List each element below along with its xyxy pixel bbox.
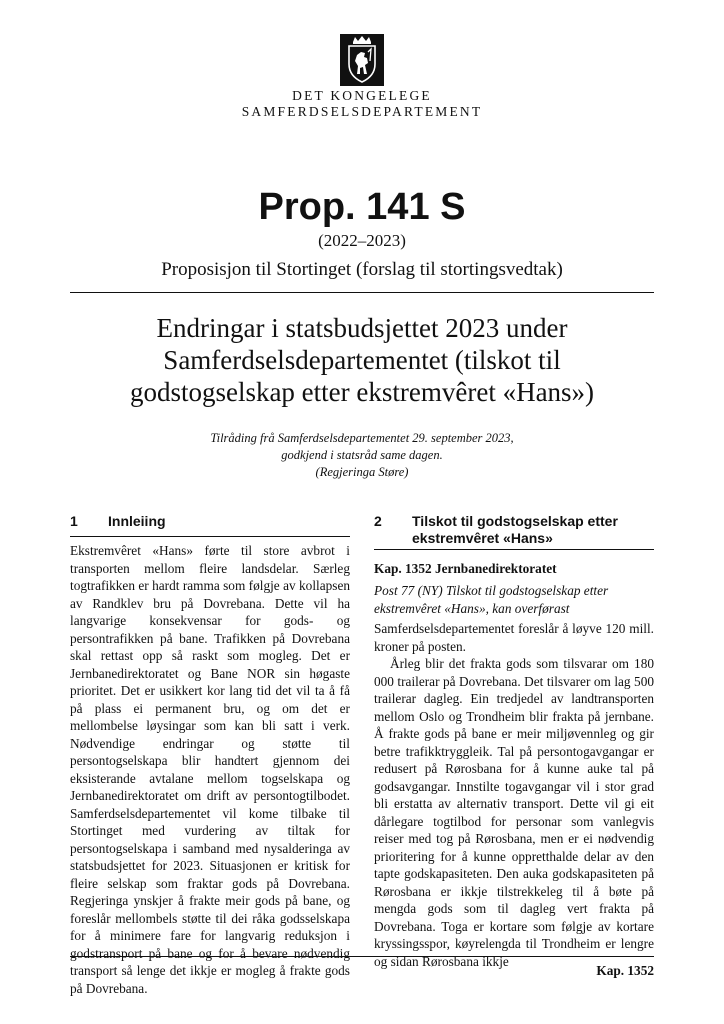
chapter-heading: Kap. 1352 Jernbanedirektoratet	[374, 561, 557, 576]
advice-line-1: Tilråding frå Samferdselsdepartementet 29. september 2023,	[210, 431, 514, 445]
section-1-rule	[70, 536, 350, 537]
title-line-2: Samferdselsdepartementet (tilskot til	[163, 345, 561, 375]
recommendation-note	[70, 430, 654, 481]
section-1-paragraph: Ekstremvêret «Hans» førte til store avbrot i transporten mellom fleire landsdelar. Særleg togtrafikken er hardt ramma som følgje av kollapsen av Randklev bru på Dovrebana. Dette vil ha langvarige konsekvensar for gods- og persontrafikken på bane. Trafikken på Dovrebana skal rettast opp så raskt som mogleg. Det er Jernbanedirektoratet og Bane NOR sin høgaste prioritet. Det er usikkert kor lang tid det vil ta å få på plass ei permanent bru, og om det er mellombelse løysingar som kan bli satt i verk. Nødvendige endringar og støtte til persontogselskapa blir handtert gjennom dei eksisterande avtalane mellom togselskapa og Jernbanedirektoratet om drift av persontogtilbodet. Samferdselsdepartementet vil kome tilbake til Stortinget med vurdering av tiltak for persontogselskapa i samband med nysalderinga av statsbudsjettet for 2023. Situasjonen er kritisk for fleire selskap som fraktar gods på Dovrebana. Regjeringa ynskjer å frakte meir gods på bane, og foreslår mellombels støtte til dei råka godsselskapa for å minimere fare for langvarig reduksjon i godstransport på bane og for å bevare nødvendig transport så lenge det ikkje er mogleg å frakte gods på Dovrebana.	[70, 543, 350, 996]
ministry-line-2: SAMFERDSELSDEPARTEMENT	[241, 104, 483, 119]
advice-line-2: godkjend i statsråd same dagen.	[281, 448, 443, 462]
post-line-1: Post 77 (NY) Tilskot til godstogselskap etter	[374, 583, 609, 598]
post-heading	[374, 582, 654, 617]
document-title	[70, 312, 654, 408]
section-2-paragraph-2: Årleg blir det frakta gods som tilsvarar om 180 000 trailerar på Dovrebana. Det tilsvarer om lag 500 trailerar dagleg. Ein tredjedel av landtransporten mellom Oslo og Trondheim blir frakta på jernbane. Å frakte gods på bane er meir miljøvennleg og gir betre trafikktryggleik. Tal på persontogavgangar er redusert på Rørosbana for å kunne auke tal på godsavgangar. Innstilte togavgangar vil i stor grad bli erstatta av alternativ transport. Dette vil gi eit dårlegare togtilbod for personar som vanlegvis reiser med tog på Rørosbana, men er ei nødvendig prioritering for å kunne oppretthalde delar av den tapte godskapasiteten. Den auka godskapasiteten på Rørosbana er ikkje tilstrekkeleg til å bøte på mengda gods som til dagleg vert frakta på Dovrebana. Toga er kortare som følgje av kortare kryssingsspor, køyrelengda til Trondheim er lengre og sidan Rørosbana ikkje	[374, 656, 654, 969]
section-2-title	[412, 513, 618, 547]
title-line-3: godstogselskap etter ekstremvêret «Hans»)	[129, 377, 595, 407]
advice-line-3: (Regjeringa Støre)	[315, 465, 409, 479]
session-years: (2022–2023)	[318, 231, 406, 250]
title-line-1: Endringar i statsbudsjettet 2023 under	[156, 313, 568, 343]
section-1-title: Innleiing	[108, 513, 166, 529]
section-1-number: 1	[70, 513, 78, 529]
section-2-title-line-1: Tilskot til godstogselskap etter	[412, 513, 618, 529]
section-2-title-line-2: ekstremvêret «Hans»	[412, 530, 553, 546]
section-2-paragraph-1: Samferdselsdepartementet foreslår å løyve 120 mill. kroner på posten.	[374, 621, 654, 654]
section-1-heading	[70, 513, 350, 530]
post-line-2: ekstremvêret «Hans», kan overførast	[374, 600, 570, 616]
footer-divider	[70, 956, 654, 957]
ministry-name	[0, 88, 724, 120]
section-1-body	[70, 542, 350, 997]
header-divider	[70, 292, 654, 293]
ministry-line-1: DET KONGELEGE	[292, 88, 432, 103]
section-2-heading	[374, 513, 654, 547]
proposition-title: Prop. 141 S	[258, 186, 466, 228]
running-footer: Kap. 1352	[596, 963, 654, 978]
section-2-rule	[374, 549, 654, 550]
coat-of-arms-icon	[340, 34, 384, 86]
section-2-body	[374, 620, 654, 970]
proposition-subtitle: Proposisjon til Stortinget (forslag til stortingsvedtak)	[161, 259, 563, 280]
section-2-number: 2	[374, 513, 382, 529]
